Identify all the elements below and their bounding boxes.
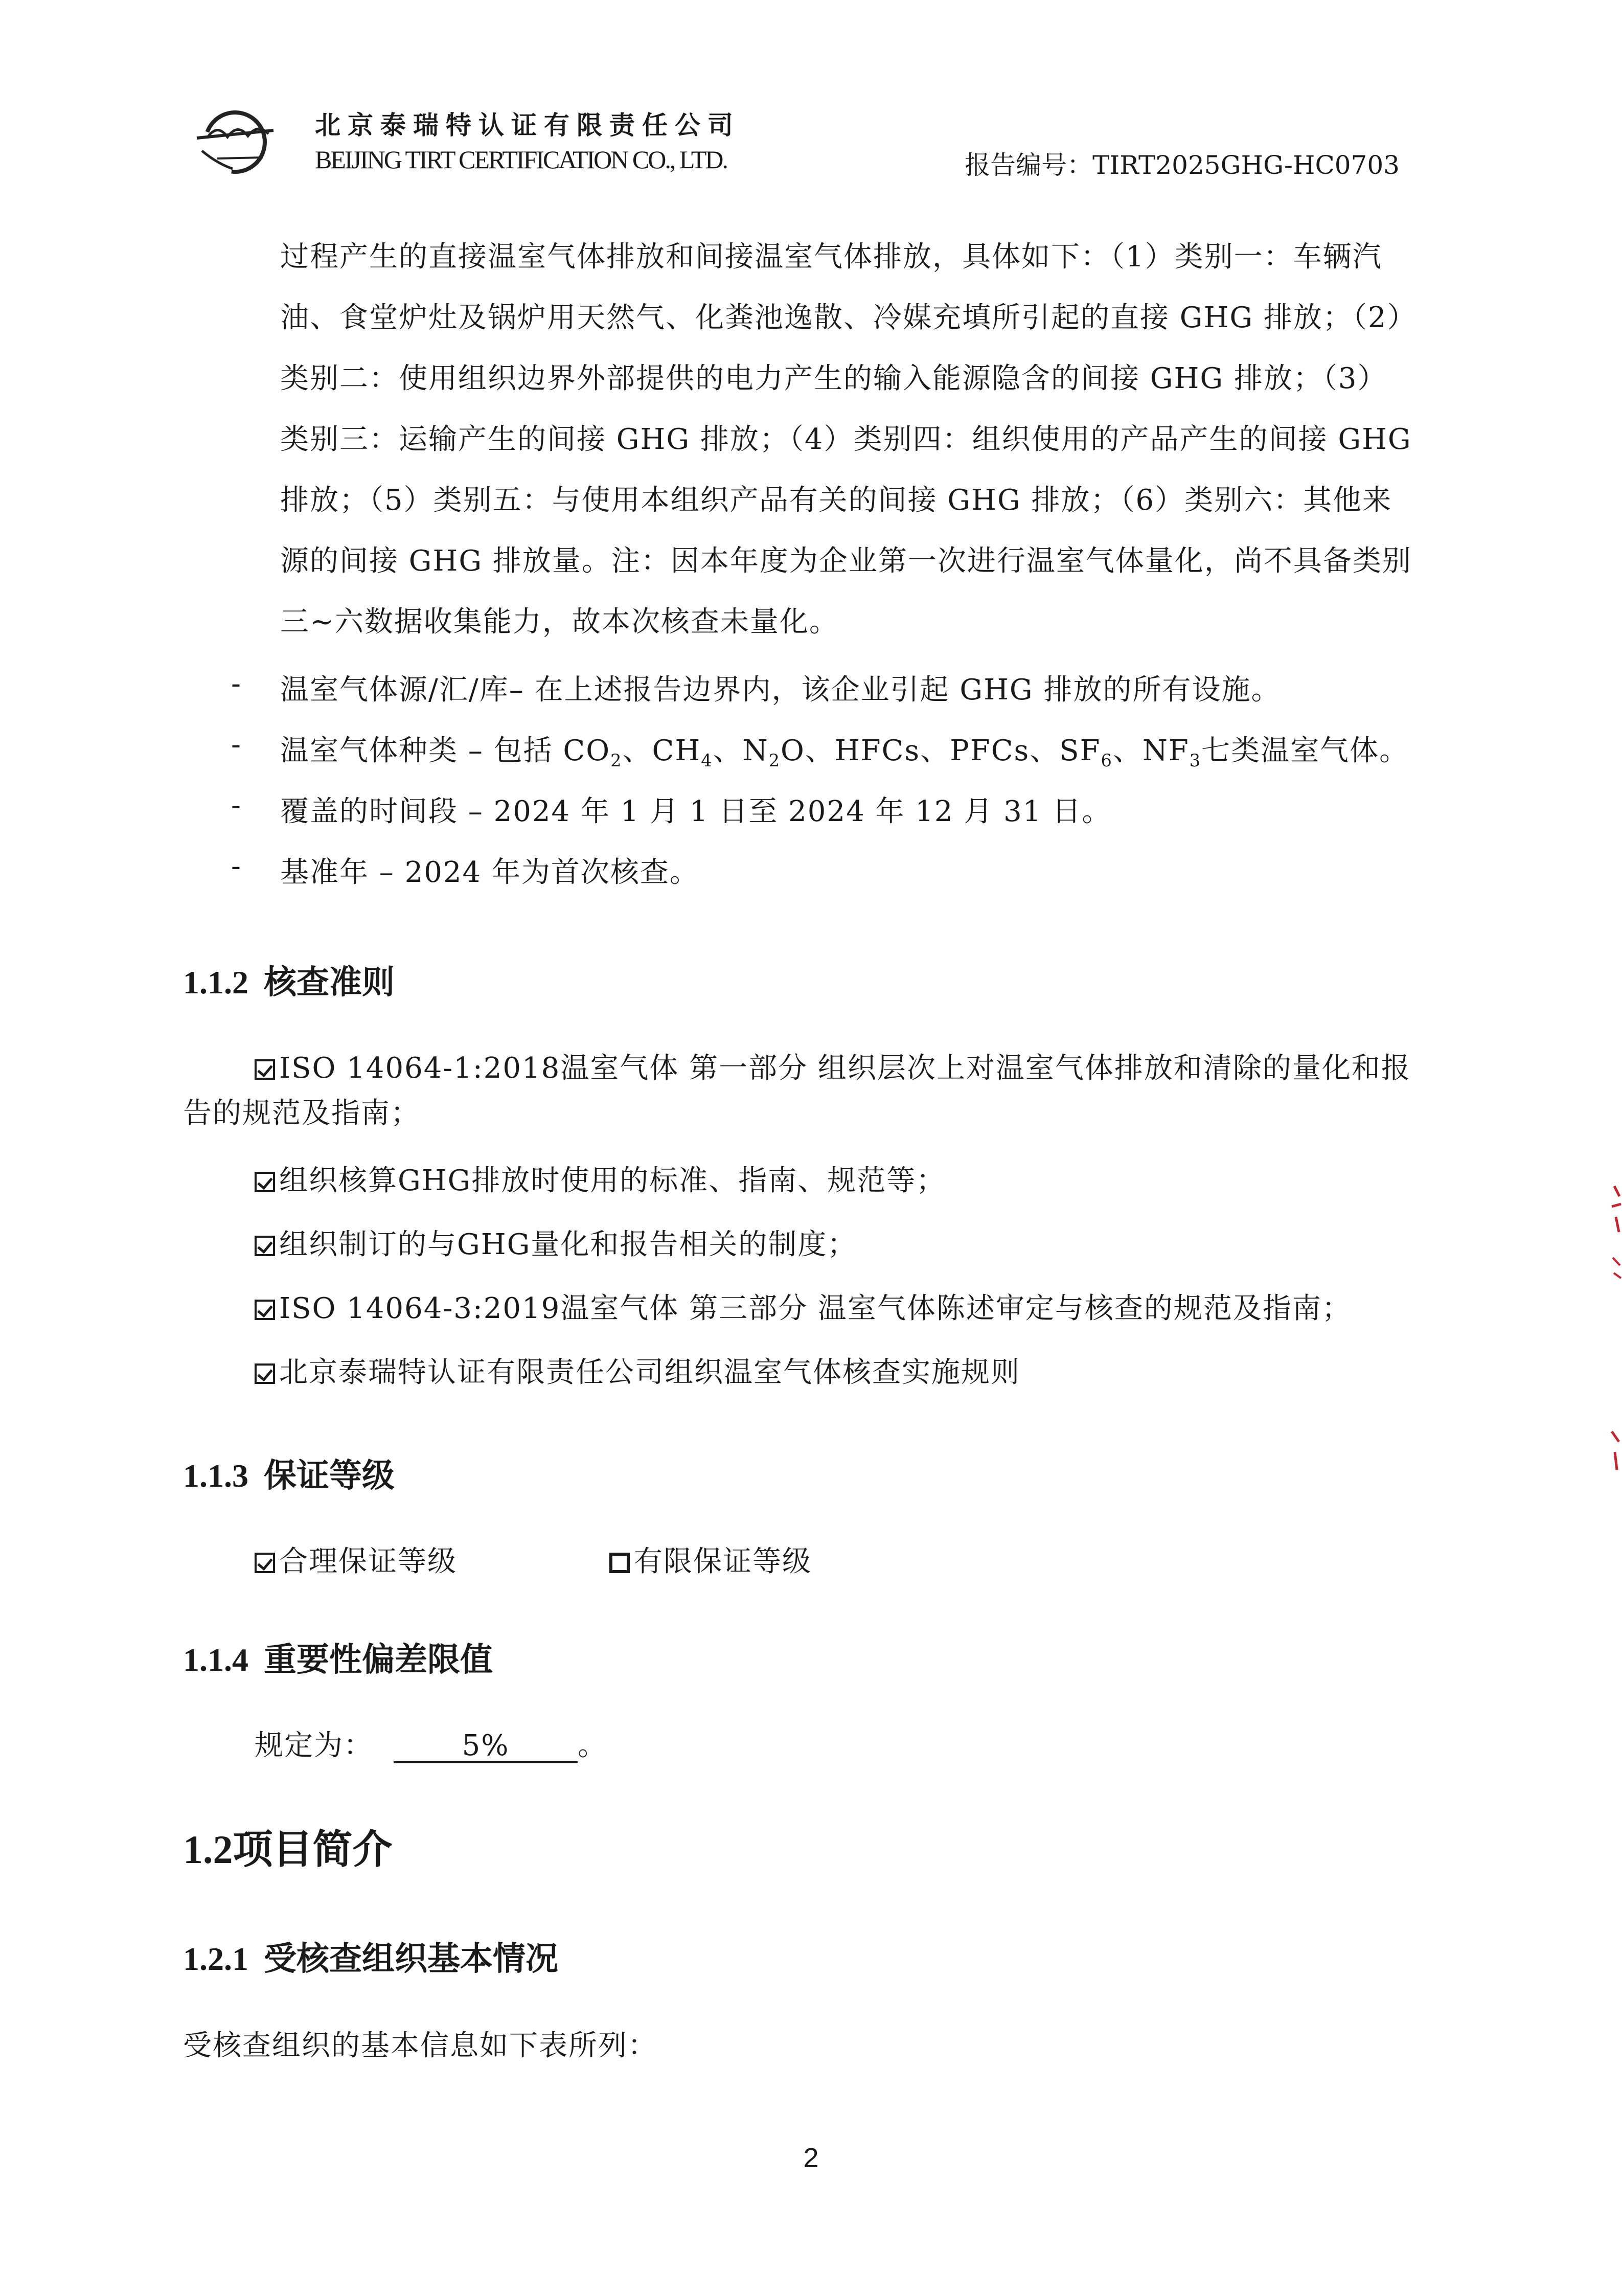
heading-number: 1.2 — [183, 1827, 233, 1872]
bullet-dash: - — [231, 789, 241, 822]
heading-number: 1.1.3 — [183, 1458, 248, 1494]
materiality-label: 规定为： — [255, 1729, 373, 1762]
subscript: 4 — [701, 751, 713, 771]
criteria-item-continuation: 告的规范及指南； — [183, 1097, 420, 1130]
assurance-reasonable-option: 合理保证等级 — [255, 1539, 457, 1580]
heading-1-1-3 — [183, 1449, 395, 1496]
checkbox-checked-icon[interactable] — [255, 1553, 275, 1573]
heading-title: 核查准则 — [264, 963, 395, 1002]
heading-1-1-2 — [183, 956, 395, 1003]
gas-text: 、N — [713, 734, 769, 767]
gas-text: O、HFCs、PFCs、SF — [780, 734, 1101, 767]
criteria-item-iso14064-1: ISO 14064-1:2018温室气体 第一部分 组织层次上对温室气体排放和清除的量化和报 — [255, 1045, 1411, 1086]
bullet-dash: - — [231, 728, 241, 761]
org-info-intro: 受核查组织的基本信息如下表所列： — [183, 2029, 657, 2062]
report-number: 报告编号：TIRT2025GHG-HC0703 — [965, 150, 1400, 180]
materiality-end: 。 — [578, 1729, 607, 1762]
heading-1-2-1 — [183, 1933, 558, 1980]
materiality-line — [255, 1723, 607, 1764]
company-name-en: BEIJING TIRT CERTIFICATION CO., LTD. — [315, 145, 727, 174]
criteria-item-iso14064-3: ISO 14064-3:2019温室气体 第三部分 温室气体陈述审定与核查的规范及指南； — [255, 1286, 1352, 1327]
heading-title: 受核查组织基本情况 — [264, 1940, 558, 1978]
checkbox-checked-icon[interactable] — [255, 1236, 275, 1256]
materiality-value: 5% — [394, 1731, 578, 1763]
scope-paragraph — [280, 226, 1447, 652]
heading-number: 1.1.2 — [183, 964, 248, 1001]
heading-number: 1.1.4 — [183, 1642, 248, 1678]
checkbox-checked-icon[interactable] — [255, 1059, 275, 1080]
paragraph-line: 源的间接 GHG 排放量。注：因本年度为企业第一次进行温室气体量化，尚不具备类别 — [280, 544, 1412, 578]
heading-number: 1.2.1 — [183, 1941, 248, 1977]
subscript: 2 — [768, 751, 781, 771]
checkbox-checked-icon[interactable] — [255, 1172, 275, 1192]
subscript: 6 — [1101, 751, 1113, 771]
checkbox-checked-icon[interactable] — [255, 1363, 275, 1384]
paragraph-line: 三~六数据收集能力，故本次核查未量化。 — [280, 605, 839, 639]
bullet-period: 覆盖的时间段 – 2024 年 1 月 1 日至 2024 年 12 月 31 日。 — [280, 795, 1112, 828]
gas-text: 七类温室气体。 — [1201, 734, 1409, 767]
company-name-cn: 北京泰瑞特认证有限责任公司 — [315, 110, 740, 140]
paragraph-line: 排放；（5）类别五：与使用本组织产品有关的间接 GHG 排放；（6）类别六：其他来 — [280, 484, 1392, 517]
seal-fragment-icon — [1602, 1176, 1622, 1483]
subscript: 3 — [1189, 751, 1202, 771]
heading-title: 项目简介 — [233, 1826, 393, 1873]
paragraph-line: 过程产生的直接温室气体排放和间接温室气体排放，具体如下：（1）类别一：车辆汽 — [280, 240, 1382, 274]
heading-title: 保证等级 — [264, 1457, 395, 1495]
paragraph-line: 类别三：运输产生的间接 GHG 排放；（4）类别四：组织使用的产品产生的间接 GHG — [280, 423, 1412, 456]
gas-text: 、CH — [622, 734, 701, 767]
company-logo-icon — [187, 102, 289, 179]
heading-1-1-4 — [183, 1633, 493, 1680]
gas-text: 温室气体种类 – 包括 CO — [280, 734, 611, 767]
assurance-limited-option: 有限保证等级 — [609, 1539, 812, 1580]
bullet-gas-types — [280, 728, 1409, 770]
bullet-dash: - — [231, 850, 241, 883]
bullet-dash: - — [231, 667, 241, 700]
gas-text: 、NF — [1112, 734, 1190, 767]
criteria-item-org-rules: 组织制订的与GHG量化和报告相关的制度； — [255, 1222, 857, 1263]
criteria-item-tirt-rules: 北京泰瑞特认证有限责任公司组织温室气体核查实施规则 — [255, 1350, 1020, 1391]
bullet-ghg-source: 温室气体源/汇/库– 在上述报告边界内，该企业引起 GHG 排放的所有设施。 — [280, 673, 1281, 707]
bullet-base-year: 基准年 – 2024 年为首次核查。 — [280, 856, 699, 889]
page-number: 2 — [803, 2143, 819, 2173]
heading-title: 重要性偏差限值 — [264, 1641, 493, 1679]
heading-1-2 — [183, 1817, 393, 1875]
paragraph-line: 类别二：使用组织边界外部提供的电力产生的输入能源隐含的间接 GHG 排放；（3） — [280, 362, 1387, 395]
criteria-item-org-standards: 组织核算GHG排放时使用的标准、指南、规范等； — [255, 1158, 946, 1199]
checkbox-checked-icon[interactable] — [255, 1300, 275, 1320]
checkbox-unchecked-icon[interactable] — [609, 1553, 630, 1573]
subscript: 2 — [610, 751, 623, 771]
paragraph-line: 油、食堂炉灶及锅炉用天然气、化粪池逸散、冷媒充填所引起的直接 GHG 排放；（2） — [280, 301, 1417, 334]
